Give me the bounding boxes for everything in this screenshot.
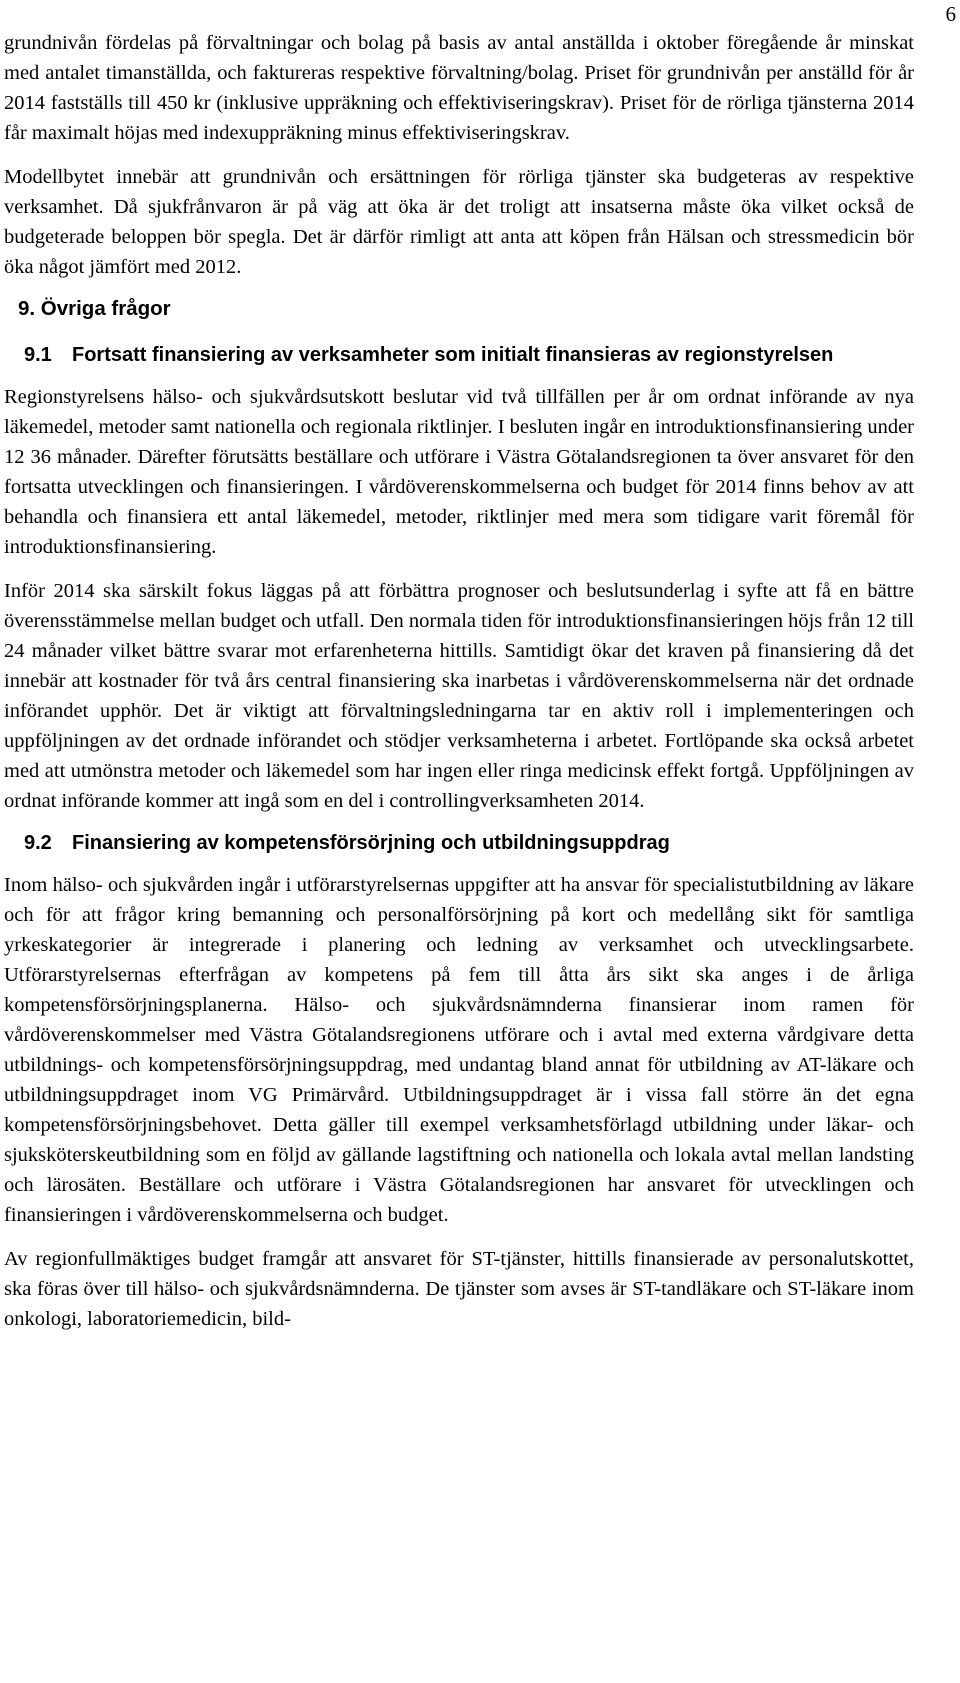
paragraph: Inom hälso- och sjukvården ingår i utförarstyrelsernas uppgifter att ha ansvar för specialistutbildning av läkare och för att frågor kring bemanning och personalförsörjning på kort och medellång sikt för samtliga yrkeskategorier är integrerade i planering och ledning av verksamhet och utvecklingsarbete. Utförarstyrelsernas efterfrågan av kompetens på fem till åtta års sikt ska anges i de årliga kompetensförsörjningsplanerna. Hälso- och sjukvårdsnämnderna finansierar inom ramen för vårdöverenskommelser med Västra Götalandsregionens utförare och i avtal med externa vårdgivare detta utbildnings- och kompetensförsörjningsuppdrag, med undantag bland annat för utbildning av AT-läkare och utbildningsuppdraget inom VG Primärvård. Utbildningsuppdraget är i vissa fall större än det egna kompetensförsörjningsbehovet. Detta gäller till exempel verksamhetsförlagd utbildning under läkar- och sjuksköterskeutbildning som en följd av gällande lagstiftning och nationella och lokala avtal mellan landsting och lärosäten. Beställare och utförare i Västra Götalandsregionen har ansvaret för utvecklingen och finansieringen i vårdöverenskommelserna och budget. [4, 874, 914, 1226]
subsection-heading-9-1 [24, 342, 914, 368]
page-number: 6 [945, 2, 956, 26]
section-heading-9: 9. Övriga frågor [18, 297, 171, 320]
paragraph: Modellbytet innebär att grundnivån och ersättningen för rörliga tjänster ska budgeteras av respektive verksamhet. Då sjukfrånvaron är på väg att öka är det troligt att insatserna måste öka vilket också de budgeterade beloppen bör spegla. Det är därför rimligt att anta att köpen från Hälsan och stressmedicin bör öka något jämfört med 2012. [4, 166, 914, 278]
subsection-title: Finansiering av kompetensförsörjning och utbildningsuppdrag [72, 832, 670, 854]
paragraph: Regionstyrelsens hälso- och sjukvårdsutskott beslutar vid två tillfällen per år om ordnat införande av nya läkemedel, metoder samt nationella och regionala riktlinjer. I besluten ingår en introduktionsfinansiering under 12 36 månader. Därefter förutsätts beställare och utförare i Västra Götalandsregionen ta över ansvaret för den fortsatta utvecklingen och finansieringen. I vårdöverenskommelserna och budget för 2014 finns behov av att behandla och finansiera ett antal läkemedel, metoder, riktlinjer med mera som tidigare varit föremål för introduktionsfinansiering. [4, 386, 914, 558]
subsection-number: 9.1 [24, 344, 52, 366]
subsection-heading-9-2 [24, 830, 914, 856]
subsection-title: Fortsatt finansiering av verksamheter som initialt finansieras av regionstyrelsen [72, 344, 834, 366]
paragraph: Inför 2014 ska särskilt fokus läggas på att förbättra prognoser och beslutsunderlag i syfte att få en bättre överensstämmelse mellan budget och utfall. Den normala tiden för introduktionsfinansieringen höjs från 12 till 24 månader vilket bättre svarar mot erfarenheterna hittills. Samtidigt ökar det kraven på finansiering då det innebär att kostnader för två års central finansiering ska inarbetas i vårdöverenskommelserna när det ordnade införandet upphör. Det är viktigt att förvaltningsledningarna tar en aktiv roll i implementeringen och uppföljningen av det ordnade införandet och stödjer verksamheterna i arbetet. Fortlöpande ska också arbetet med att utmönstra metoder och läkemedel som har ingen eller ringa medicinsk effekt fortgå. Uppföljningen av ordnat införande kommer att ingå som en del i controllingverksamheten 2014. [4, 580, 914, 812]
document-body [4, 28, 914, 1334]
paragraph: grundnivån fördelas på förvaltningar och bolag på basis av antal anställda i oktober föregående år minskat med antalet timanställda, och faktureras respektive förvaltning/bolag. Priset för grundnivån per anställd för år 2014 fastställs till 450 kr (inklusive uppräkning och effektiviseringskrav). Priset för de rörliga tjänsterna 2014 får maximalt höjas med indexuppräkning minus effektiviseringskrav. [4, 32, 914, 144]
subsection-number: 9.2 [24, 832, 52, 854]
paragraph: Av regionfullmäktiges budget framgår att ansvaret för ST-tjänster, hittills finansierade av personalutskottet, ska föras över till hälso- och sjukvårdsnämnderna. De tjänster som avses är ST-tandläkare och ST-läkare inom onkologi, laboratoriemedicin, bild- [4, 1248, 914, 1330]
